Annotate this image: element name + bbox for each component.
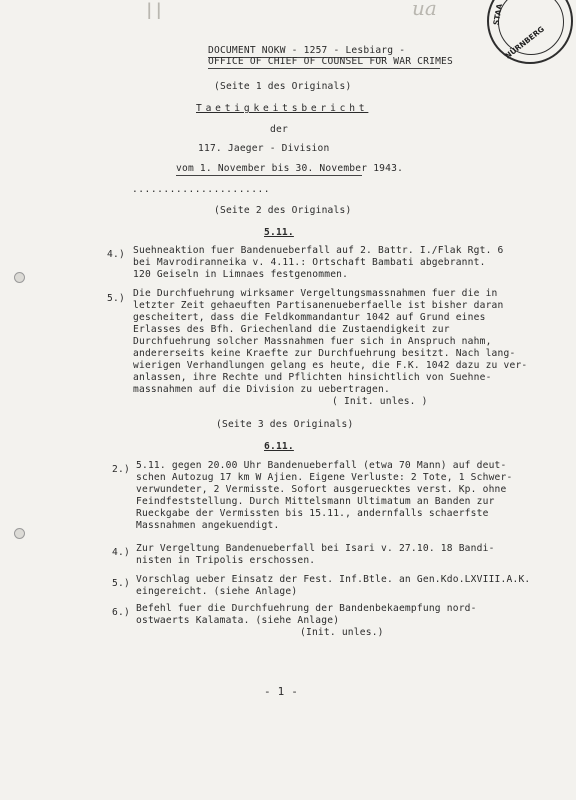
initials-unlesbar: (Init. unles.) (300, 627, 384, 638)
office-rule (208, 68, 440, 69)
item-line: Rueckgabe der Vermissten bis 15.11., andernfalls schaerfste (136, 508, 489, 519)
stamp-line-2: NÜRNBERG (503, 24, 546, 61)
archive-stamp (487, 0, 573, 64)
item-line: Feindfeststellung. Durch Mittelsmann Ultimatum an Banden zur (136, 496, 495, 507)
item-line: massnahmen auf die Division zu uebertragen. (133, 384, 390, 395)
item-line: 5.11. gegen 20.00 Uhr Bandenueberfall (etwa 70 Mann) auf deut- (136, 460, 507, 471)
item-line: Zur Vergeltung Bandenueberfall bei Isari v. 27.10. 18 Bandi- (136, 543, 495, 554)
item-line: Befehl fuer die Durchfuehrung der Bandenbekaempfung nord- (136, 603, 477, 614)
item-number: 4.) (112, 547, 130, 558)
separator-dots: ...................... (132, 184, 271, 195)
item-line: Durchfuehrung solcher Massnahmen fuer sich in Anspruch nahm, (133, 336, 492, 347)
margin-note: ua (412, 0, 437, 20)
item-line: Vorschlag ueber Einsatz der Fest. Inf.Btle. an Gen.Kdo.LXVIII.A.K. (136, 574, 531, 585)
page-1-reference: (Seite 1 des Originals) (214, 81, 352, 92)
item-line: Die Durchfuehrung wirksamer Vergeltungsmassnahmen fuer die in (133, 288, 498, 299)
item-line: bei Mavrodiranneika v. 4.11.: Ortschaft Bambati abgebrannt. (133, 257, 486, 268)
item-line: nisten in Tripolis erschossen. (136, 555, 316, 566)
item-line: ostwaerts Kalamata. (siehe Anlage) (136, 615, 340, 626)
item-line: anlassen, ihre Rechte und Pflichten hinsichtlich von Suehne- (133, 372, 492, 383)
document-number-line: DOCUMENT NOKW - 1257 - Lesbiarg - (208, 45, 406, 56)
page-2-reference: (Seite 2 des Originals) (214, 205, 352, 216)
punch-hole-bottom (14, 528, 25, 539)
division-name: 117. Jaeger - Division (198, 143, 330, 154)
item-line: eingereicht. (siehe Anlage) (136, 586, 298, 597)
item-line: verwundeter, 2 Vermisste. Sofort ausgeruecktes verst. Kp. ohne (136, 484, 507, 495)
item-number: 2.) (112, 464, 130, 475)
item-line: letzter Zeit gehaeuften Partisanenueberfaelle ist bisher daran (133, 300, 504, 311)
archive-stamp-inner-ring (498, 0, 564, 55)
margin-pencil-mark: ǀ ǀ (146, 0, 160, 25)
section-date-5-11: 5.11. (264, 227, 294, 238)
item-line: Erlasses des Bfh. Griechenland die Zustaendigkeit zur (133, 324, 450, 335)
item-line: Massnahmen angekuendigt. (136, 520, 280, 531)
item-number: 6.) (112, 607, 130, 618)
section-date-6-11: 6.11. (264, 441, 294, 452)
page-3-reference: (Seite 3 des Originals) (216, 419, 354, 430)
item-number: 4.) (107, 249, 125, 260)
item-line: schen Autozug 17 km W Ajien. Eigene Verluste: 2 Tote, 1 Schwer- (136, 472, 513, 483)
stamp-line-1: STAA (491, 3, 505, 26)
item-number: 5.) (107, 293, 125, 304)
page-number: - 1 - (264, 685, 299, 698)
item-line: gescheitert, dass die Feldkommandantur 1042 auf Grund eines (133, 312, 486, 323)
initials-unlesbar: ( Init. unles. ) (332, 396, 428, 407)
item-line: wierigen Verhandlungen gelang es heute, die F.K. 1042 dazu zu ver- (133, 360, 528, 371)
punch-hole-top (14, 272, 25, 283)
report-period: vom 1. November bis 30. November 1943. (176, 163, 404, 174)
item-line: andererseits keine Kraefte zur Durchfuehrung besitzt. Nach lang- (133, 348, 516, 359)
item-line: 120 Geiseln in Limnaes festgenommen. (133, 269, 349, 280)
office-line: OFFICE OF CHIEF OF COUNSEL FOR WAR CRIMES (208, 56, 454, 67)
item-number: 5.) (112, 578, 130, 589)
period-rule (176, 175, 362, 176)
report-title: Taetigkeitsbericht (196, 103, 369, 114)
title-der: der (270, 124, 288, 135)
item-line: Suehneaktion fuer Bandenueberfall auf 2. Battr. I./Flak Rgt. 6 (133, 245, 504, 256)
